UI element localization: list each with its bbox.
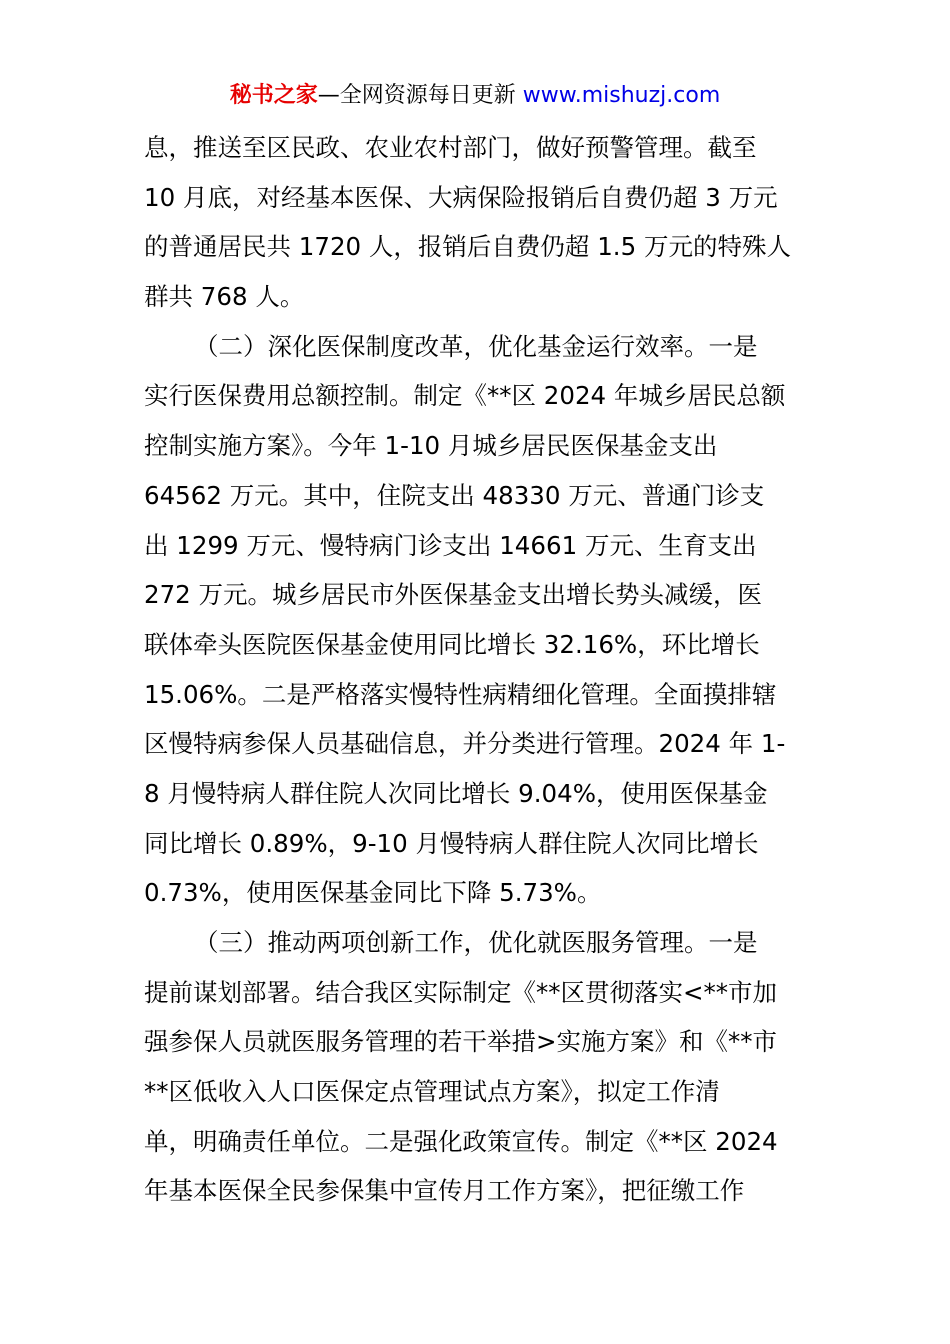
text-line: 272 万元。城乡居民市外医保基金支出增长势头减缓，医: [144, 580, 763, 610]
text-line: 0.73%，使用医保基金同比下降 5.73%。: [144, 878, 602, 908]
document-body: [144, 123, 809, 1216]
text-line: 控制实施方案》。今年 1-10 月城乡居民医保基金支出: [144, 431, 718, 461]
site-link[interactable]: www.mishuzj.com: [522, 83, 721, 108]
text-line: 息，推送至区民政、农业农村部门，做好预警管理。截至: [144, 133, 757, 162]
text-line: 10 月底，对经基本医保、大病保险报销后自费仍超 3 万元: [144, 182, 778, 212]
page-header: [0, 80, 950, 112]
text-line: 年基本医保全民参保集中宣传月工作方案》，把征缴工作: [144, 1176, 745, 1206]
text-line: **区低收入人口医保定点管理试点方案》，拟定工作清: [144, 1077, 720, 1107]
text-line: 群共 768 人。: [144, 282, 305, 312]
brand-name: 秘书之家: [229, 83, 318, 108]
text-line: 同比增长 0.89%，9-10 月慢特病人群住院人次同比增长: [144, 828, 759, 858]
text-line: 单，明确责任单位。二是强化政策宣传。制定《**区 2024: [144, 1126, 778, 1156]
text-line: 15.06%。二是严格落实慢特性病精细化管理。全面摸排辖: [144, 679, 777, 709]
text-line: 强参保人员就医服务管理的若干举措>实施方案》和《**市: [144, 1027, 778, 1057]
text-line: 出 1299 万元、慢特病门诊支出 14661 万元、生育支出: [144, 530, 757, 560]
text-line: 联体牵头医院医保基金使用同比增长 32.16%，环比增长: [144, 629, 760, 659]
text-line: 提前谋划部署。结合我区实际制定《**区贯彻落实<**市加: [144, 977, 778, 1007]
text-line: 64562 万元。其中，住院支出 48330 万元、普通门诊支: [144, 480, 765, 510]
section-heading-line: （二）深化医保制度改革，优化基金运行效率。一是: [194, 331, 758, 361]
text-line: 区慢特病参保人员基础信息，并分类进行管理。2024 年 1-: [144, 729, 786, 759]
text-line: 的普通居民共 1720 人，报销后自费仍超 1.5 万元的特殊人: [144, 232, 791, 262]
section-heading-line: （三）推动两项创新工作，优化就医服务管理。一是: [194, 928, 758, 957]
text-line: 实行医保费用总额控制。制定《**区 2024 年城乡居民总额: [144, 381, 786, 411]
header-tagline: —全网资源每日更新: [317, 83, 523, 108]
text-line: 8 月慢特病人群住院人次同比增长 9.04%，使用医保基金: [144, 778, 768, 808]
